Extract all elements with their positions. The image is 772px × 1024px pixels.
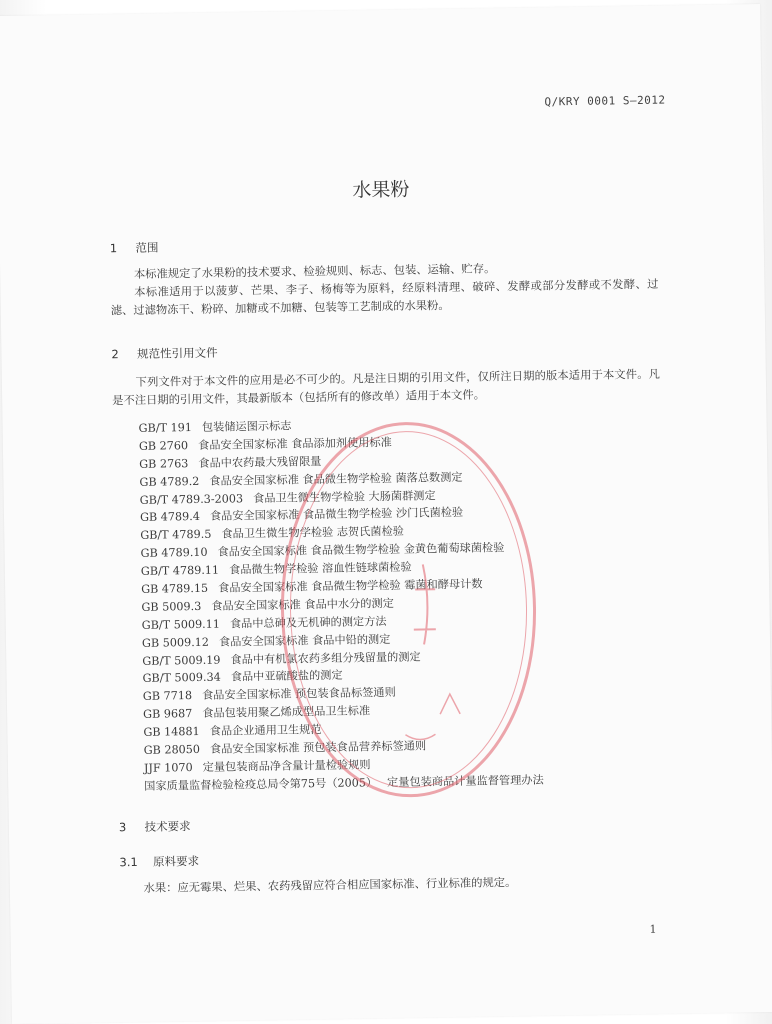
reference-code: GB/T 5009.11 — [141, 617, 221, 632]
reference-title: 定量包装商品净含量计量检验规则 — [202, 758, 371, 774]
section-1-title: 范围 — [135, 240, 159, 255]
reference-code: GB/T 4789.11 — [140, 563, 220, 578]
section-2-title: 规范性引用文件 — [137, 345, 218, 361]
section-3-title: 技术要求 — [144, 819, 191, 834]
reference-title: 食品安全国家标准 食品微生物学检验 菌落总数测定 — [209, 470, 463, 488]
reference-title: 食品企业通用卫生规范 — [209, 723, 322, 738]
reference-title: 食品中农药最大残留限量 — [198, 454, 322, 470]
reference-list — [138, 414, 543, 796]
section-3-1-title: 原料要求 — [152, 853, 200, 869]
reference-title: 食品卫生微生物学检验 大肠菌群测定 — [252, 488, 436, 505]
reference-code: JJF 1070 — [143, 760, 193, 775]
reference-title: 食品安全国家标准 食品添加剂使用标准 — [197, 435, 392, 452]
document-code: Q/KRY 0001 S—2012 — [544, 93, 666, 109]
reference-code: GB 28050 — [143, 742, 201, 757]
reference-title: 食品安全国家标准 预包装食品标签通则 — [201, 686, 396, 703]
reference-code: GB 2760 — [138, 438, 189, 453]
section-3-1-heading — [119, 853, 199, 870]
section-3-number: 3 — [118, 820, 127, 835]
reference-code: GB 4789.10 — [140, 546, 208, 561]
reference-title: 食品安全国家标准 食品微生物学检验 沙门氏菌检验 — [209, 506, 464, 524]
section-2-number: 2 — [111, 347, 119, 362]
reference-code: GB/T 5009.34 — [142, 671, 221, 686]
section-1-paragraph-2: 本标准适用于以菠萝、芒果、李子、杨梅等为原料，经原料清理、破碎、发酵或部分发酵或不发酵、过滤、过滤物冻干、粉碎、加糖或不加糖、包装等工艺制成的水果粉。 — [110, 277, 659, 317]
section-1-number: 1 — [109, 241, 118, 256]
page-number: 1 — [649, 922, 657, 936]
reference-title: 食品卫生微生物学检验 志贺氏菌检验 — [221, 525, 405, 541]
reference-title: 食品中有机氯农药多组分残留量的测定 — [230, 650, 421, 667]
reference-code: GB 9687 — [143, 707, 193, 722]
reference-title: 食品包装用聚乙烯成型品卫生标准 — [202, 704, 371, 721]
reference-code: GB 4789.15 — [141, 581, 209, 596]
section-1-paragraph-1: 本标准规定了水果粉的技术要求、检验规则、标志、包装、运输、贮存。 — [133, 262, 496, 281]
reference-code: GB 5009.12 — [141, 635, 210, 650]
reference-title: 食品安全国家标准 食品微生物学检验 金黄色葡萄球菌检验 — [217, 541, 505, 559]
section-3-1-number: 3.1 — [119, 854, 138, 870]
reference-code: GB/T 5009.19 — [142, 653, 221, 668]
section-2-heading — [111, 345, 217, 363]
reference-title: 食品安全国家标准 食品中铅的测定 — [218, 632, 391, 649]
reference-title: 定量包装商品计量监督管理办法 — [387, 773, 544, 789]
section-3-1-text: 水果：应无霉果、烂果、农药残留应符合相应国家标准、行业标准的规定。 — [143, 875, 517, 895]
reference-code: GB 5009.3 — [141, 599, 202, 614]
document-title: 水果粉 — [352, 178, 410, 202]
reference-title: 食品中亚硫酸盐的测定 — [230, 669, 343, 684]
reference-title: 食品安全国家标准 预包装食品营养标签通则 — [209, 739, 427, 756]
section-1-heading — [110, 240, 159, 257]
reference-title: 食品安全国家标准 食品微生物学检验 霉菌和酵母计数 — [218, 577, 483, 595]
reference-title: 食品安全国家标准 食品中水分的测定 — [211, 596, 394, 613]
reference-code: 国家质量监督检验检疫总局令第75号（2005） — [144, 775, 378, 793]
reference-code: GB 2763 — [139, 456, 189, 471]
section-2-intro: 下列文件对于本文件的应用是必不可少的。凡是注日期的引用文件，仅所注日期的版本适用于本文件。凡是不注日期的引用文件，其最新版本（包括所有的修改单）适用于本文件。 — [112, 367, 660, 407]
document-page — [0, 4, 772, 1024]
reference-code: GB 4789.4 — [139, 510, 200, 525]
reference-code: GB/T 4789.3-2003 — [139, 491, 244, 507]
reference-code: GB/T 4789.5 — [140, 528, 212, 543]
reference-code: GB/T 191 — [138, 421, 193, 435]
reference-title: 食品中总砷及无机砷的测定方法 — [229, 614, 387, 631]
reference-code: GB 7718 — [142, 689, 193, 704]
reference-title: 食品微生物学检验 溶血性链球菌检验 — [228, 560, 412, 577]
reference-code: GB 4789.2 — [139, 474, 200, 489]
section-3-heading — [119, 818, 191, 835]
reference-title: 包装储运图示标志 — [201, 419, 292, 434]
reference-code: GB 14881 — [143, 725, 200, 739]
